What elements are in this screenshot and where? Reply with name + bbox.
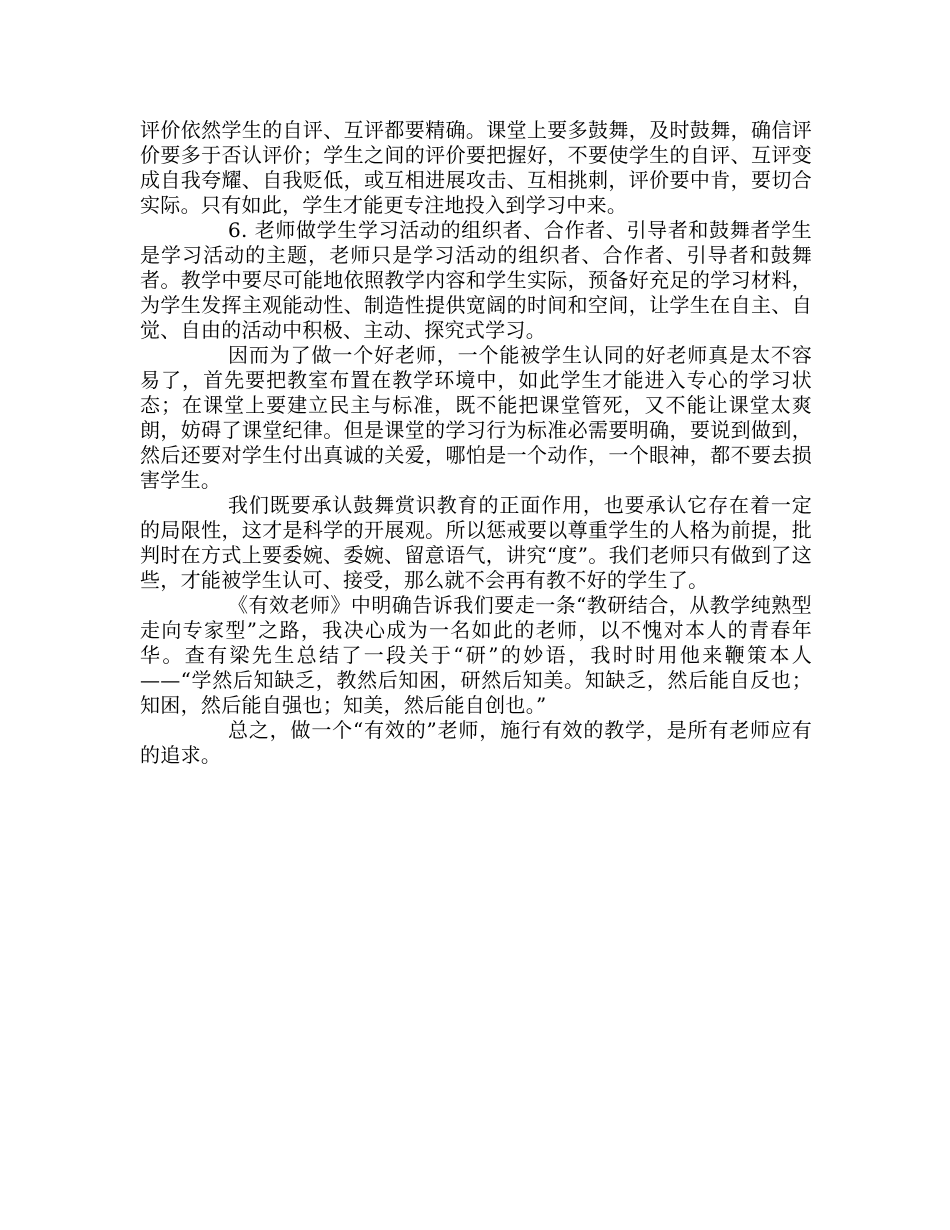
paragraph-effective-teacher: 《有效老师》中明确告诉我们要走一条“教研结合，从教学纯熟型走向专家型”之路，我决心成为一名如此的老师，以不愧对本人的青春年华。查有梁先生总结了一段关于“研”的妙语，我时时用他来鞭策本人——“学然后知缺乏，教然后知困，研然后知美。知缺乏，然后能自反也；知困，然后能自强也；知美，然后能自创也。” (140, 593, 812, 717)
paragraph-encouragement: 我们既要承认鼓舞赏识教育的正面作用，也要承认它存在着一定的局限性，这才是科学的开展观。所以惩戒要以尊重学生的人格为前提，批判时在方式上要委婉、委婉、留意语气，讲究“度”。我们老师只有做到了这些，才能被学生认可、接受，那么就不会再有教不好的学生了。 (140, 493, 812, 592)
paragraph-good-teacher: 因而为了做一个好老师，一个能被学生认同的好老师真是太不容易了，首先要把教室布置在教学环境中，如此学生才能进入专心的学习状态；在课堂上要建立民主与标准，既不能把课堂管死，又不能让课堂太爽朗，妨碍了课堂纪律。但是课堂的学习行为标准必需要明确，要说到做到，然后还要对学生付出真诚的关爱，哪怕是一个动作，一个眼神，都不要去损害学生。 (140, 343, 812, 492)
paragraph-conclusion: 总之，做一个“有效的”老师，施行有效的教学，是所有老师应有的追求。 (140, 718, 812, 767)
paragraph-evaluation: 评价依然学生的自评、互评都要精确。课堂上要多鼓舞，及时鼓舞，确信评价要多于否认评价；学生之间的评价要把握好，不要使学生的自评、互评变成自我夸耀、自我贬低，或互相进展攻击、互相挑刺，评价要中肯，要切合实际。只有如此，学生才能更专注地投入到学习中来。 (140, 118, 812, 217)
paragraph-teacher-role: 6. 老师做学生学习活动的组织者、合作者、引导者和鼓舞者学生是学习活动的主题，老师只是学习活动的组织者、合作者、引导者和鼓舞者。教学中要尽可能地依照教学内容和学生实际，预备好充足的学习材料，为学生发挥主观能动性、制造性提供宽阔的时间和空间，让学生在自主、自觉、自由的活动中积极、主动、探究式学习。 (140, 218, 812, 342)
document-body (140, 118, 812, 768)
